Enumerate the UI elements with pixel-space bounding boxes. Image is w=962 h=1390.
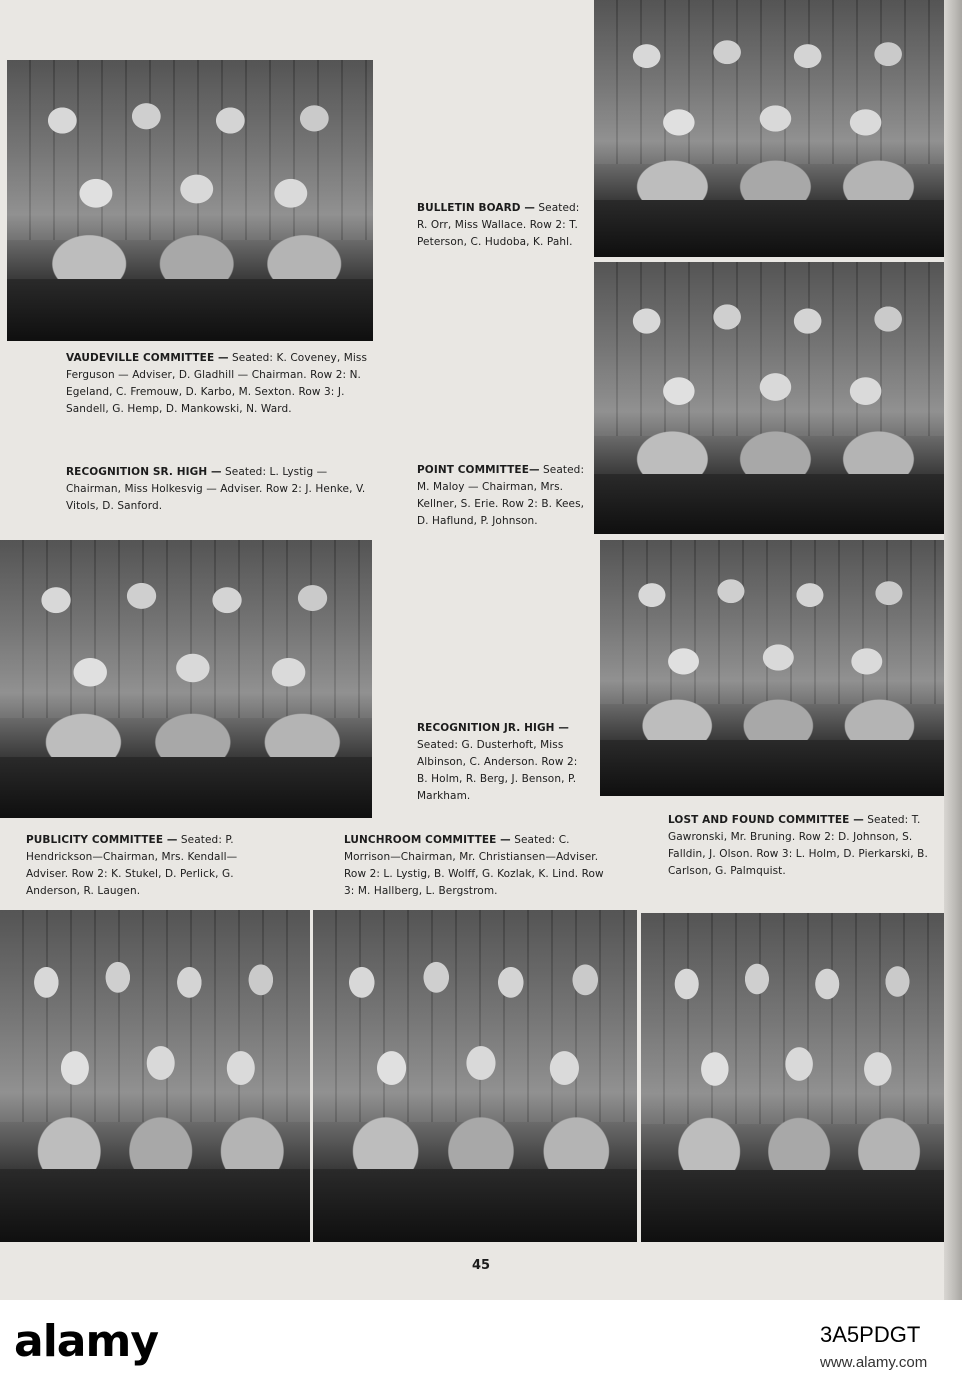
caption-recognition-jr-high [417, 720, 589, 805]
caption-title: LUNCHROOM COMMITTEE — [344, 834, 511, 846]
caption-body: Seated: T. Gawronski, Mr. Bruning. Row 2: D. Johnson, S. Falldin, J. Olson. Row 3: L. Holm, D. Pierkarski, B. Carlson, G. Palmquist. [668, 814, 928, 877]
caption-body: Seated: K. Coveney, Miss Ferguson — Adviser, D. Gladhill — Chairman. Row 2: N. Egeland, C. Fremouw, D. Karbo, M. Sexton. Row 3: J. Sandell, G. Hemp, D. Mankowski, N. Ward. [66, 352, 368, 415]
caption-title: RECOGNITION SR. HIGH — [66, 466, 222, 478]
photo-lost-and-found-committee [641, 913, 946, 1242]
photo-vaudeville-committee [7, 60, 373, 341]
caption-publicity-committee [26, 832, 276, 900]
caption-lost-and-found-committee [668, 812, 934, 880]
caption-recognition-sr-high [66, 464, 376, 515]
photo-lunchroom-committee [313, 910, 637, 1242]
caption-body: Seated: G. Dusterhoft, Miss Albinson, C. Anderson. Row 2: B. Holm, R. Berg, J. Benson, P. Markham. [417, 739, 578, 802]
page-number: 45 [471, 1258, 491, 1273]
photo-point-committee [594, 262, 944, 534]
stock-logo: alamy [14, 1316, 158, 1367]
caption-title: RECOGNITION JR. HIGH — [417, 722, 569, 734]
caption-bulletin-board [417, 200, 589, 251]
caption-point-committee [417, 462, 589, 530]
caption-title: POINT COMMITTEE— [417, 464, 540, 476]
caption-body: Seated: M. Maloy — Chairman, Mrs. Kellner, S. Erie. Row 2: B. Kees, D. Haflund, P. Johnson. [417, 464, 585, 527]
caption-body: Seated: L. Lystig — Chairman, Miss Holkesvig — Adviser. Row 2: J. Henke, V. Vitols, D. Sanford. [66, 466, 366, 512]
photo-recognition-jr-high [600, 540, 944, 796]
caption-title: PUBLICITY COMMITTEE — [26, 834, 178, 846]
caption-body: Seated: R. Orr, Miss Wallace. Row 2: T. Peterson, C. Hudoba, K. Pahl. [417, 202, 580, 248]
caption-body: Seated: P. Hendrickson—Chairman, Mrs. Kendall—Adviser. Row 2: K. Stukel, D. Perlick, G. Anderson, R. Laugen. [26, 834, 238, 897]
photo-recognition-sr-high [0, 540, 372, 818]
page-edge-shadow [944, 0, 962, 1300]
photo-bulletin-board [594, 0, 944, 257]
caption-body: Seated: C. Morrison—Chairman, Mr. Christiansen—Adviser. Row 2: L. Lystig, B. Wolff, G. Kozlak, K. Lind. Row 3: M. Hallberg, L. Bergstrom. [344, 834, 604, 897]
stock-url: www.alamy.com [820, 1354, 928, 1371]
caption-vaudeville-committee [66, 350, 376, 418]
caption-title: VAUDEVILLE COMMITTEE — [66, 352, 229, 364]
caption-title: BULLETIN BOARD — [417, 202, 535, 214]
caption-title: LOST AND FOUND COMMITTEE — [668, 814, 864, 826]
caption-lunchroom-committee [344, 832, 614, 900]
photo-publicity-committee [0, 910, 310, 1242]
stock-image-id: 3A5PDGT [820, 1322, 921, 1347]
